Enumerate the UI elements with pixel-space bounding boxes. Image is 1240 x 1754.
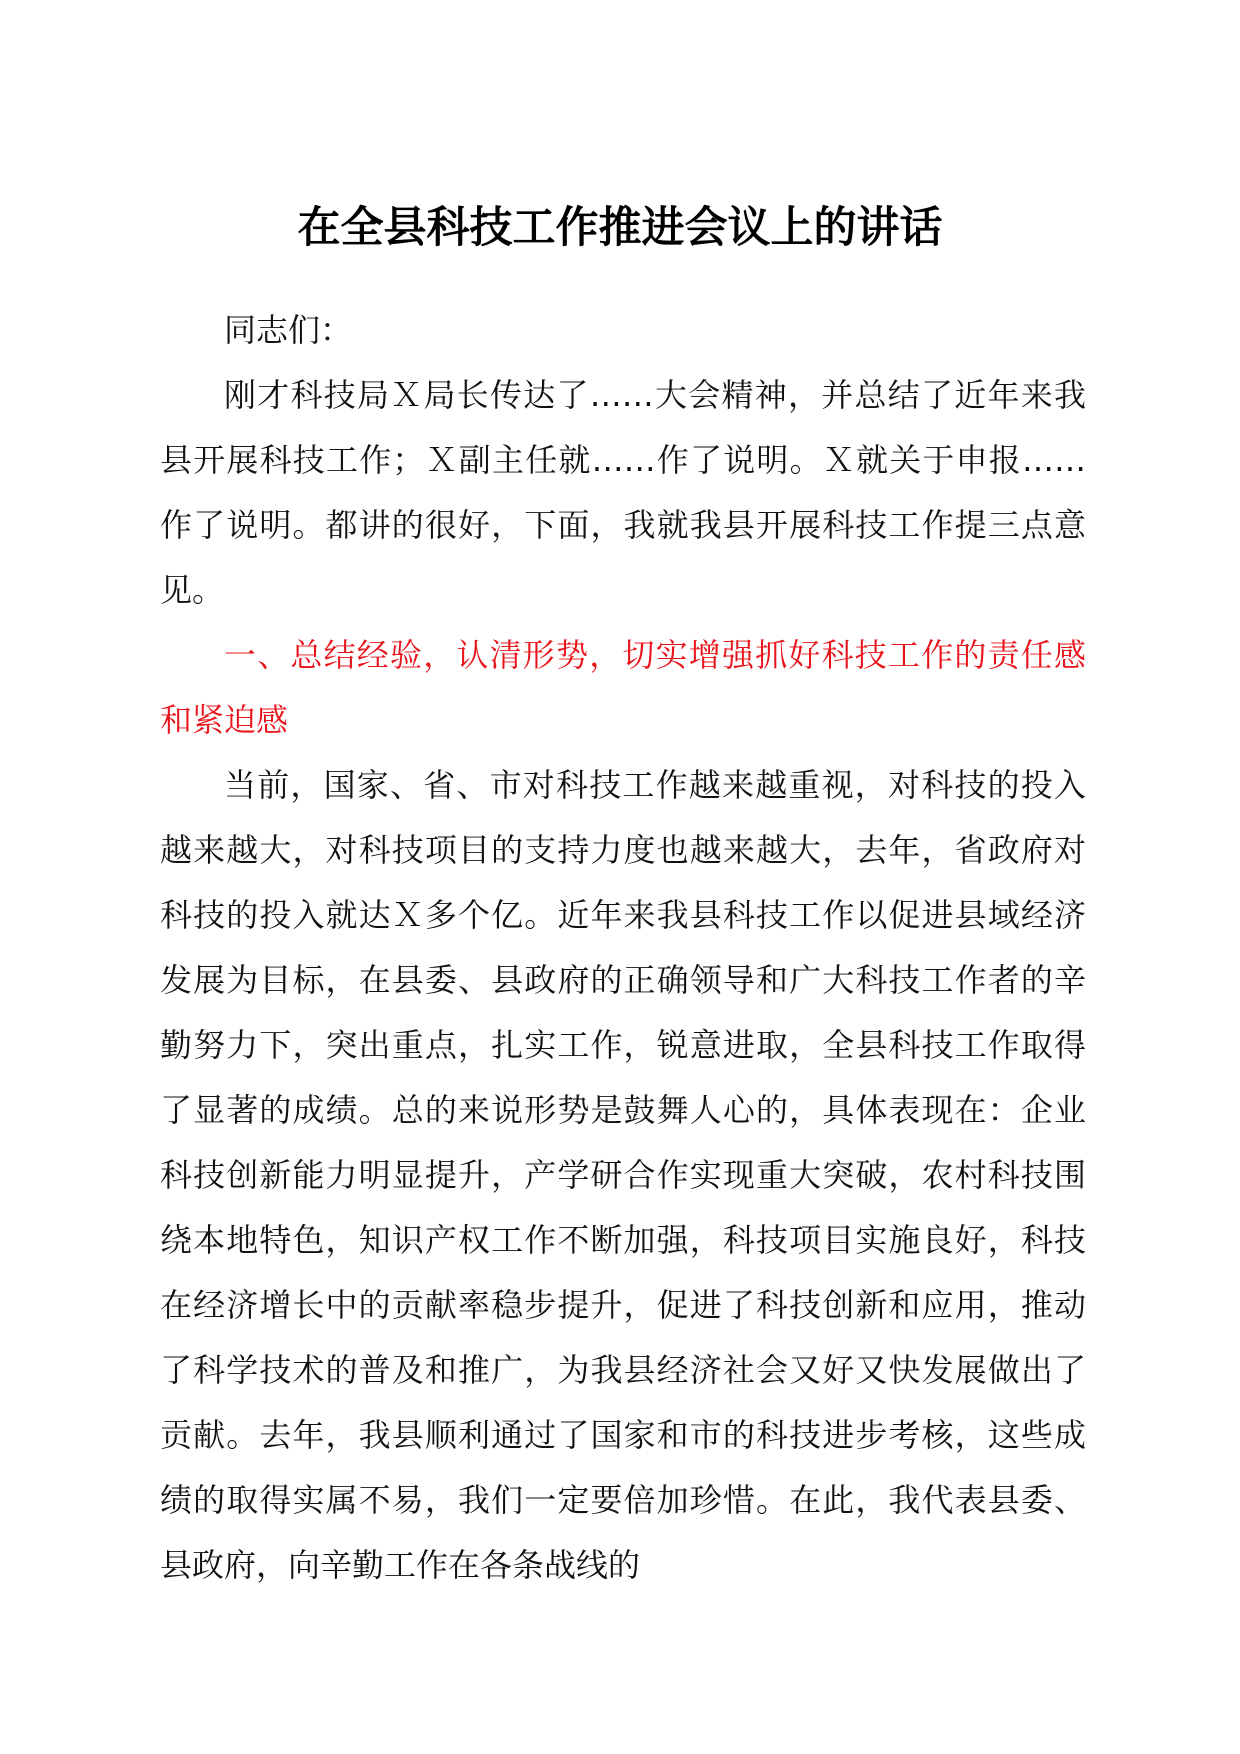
salutation: 同志们： (224, 311, 353, 349)
intro-paragraph: 刚才科技局Ｘ局长传达了……大会精神，并总结了近年来我县开展科技工作；Ｘ副主任就……作了说明。Ｘ就关于申报……作了说明。都讲的很好，下面，我就我县开展科技工作提三点意见。 (160, 376, 1086, 609)
section-1-paragraph: 当前，国家、省、市对科技工作越来越重视，对科技的投入越来越大，对科技项目的支持力度也越来越大，去年，省政府对科技的投入就达Ｘ多个亿。近年来我县科技工作以促进县域经济发展为目标，在县委、县政府的正确领导和广大科技工作者的辛勤努力下，突出重点，扎实工作，锐意进取，全县科技工作取得了显著的成绩。总的来说形势是鼓舞人心的，具体表现在：企业科技创新能力明显提升，产学研合作实现重大突破，农村科技围绕本地特色，知识产权工作不断加强，科技项目实施良好，科技在经济增长中的贡献率稳步提升，促进了科技创新和应用，推动了科学技术的普及和推广，为我县经济社会又好又快发展做出了贡献。去年，我县顺利通过了国家和市的科技进步考核，这些成绩的取得实属不易，我们一定要倍加珍惜。在此，我代表县委、县政府，向辛勤工作在各条战线的 (160, 766, 1086, 1584)
document-body (160, 298, 1086, 1598)
document-title: 在全县科技工作推进会议上的讲话 (297, 203, 943, 253)
section-1-heading: 一、总结经验，认清形势，切实增强抓好科技工作的责任感和紧迫感 (160, 636, 1086, 739)
